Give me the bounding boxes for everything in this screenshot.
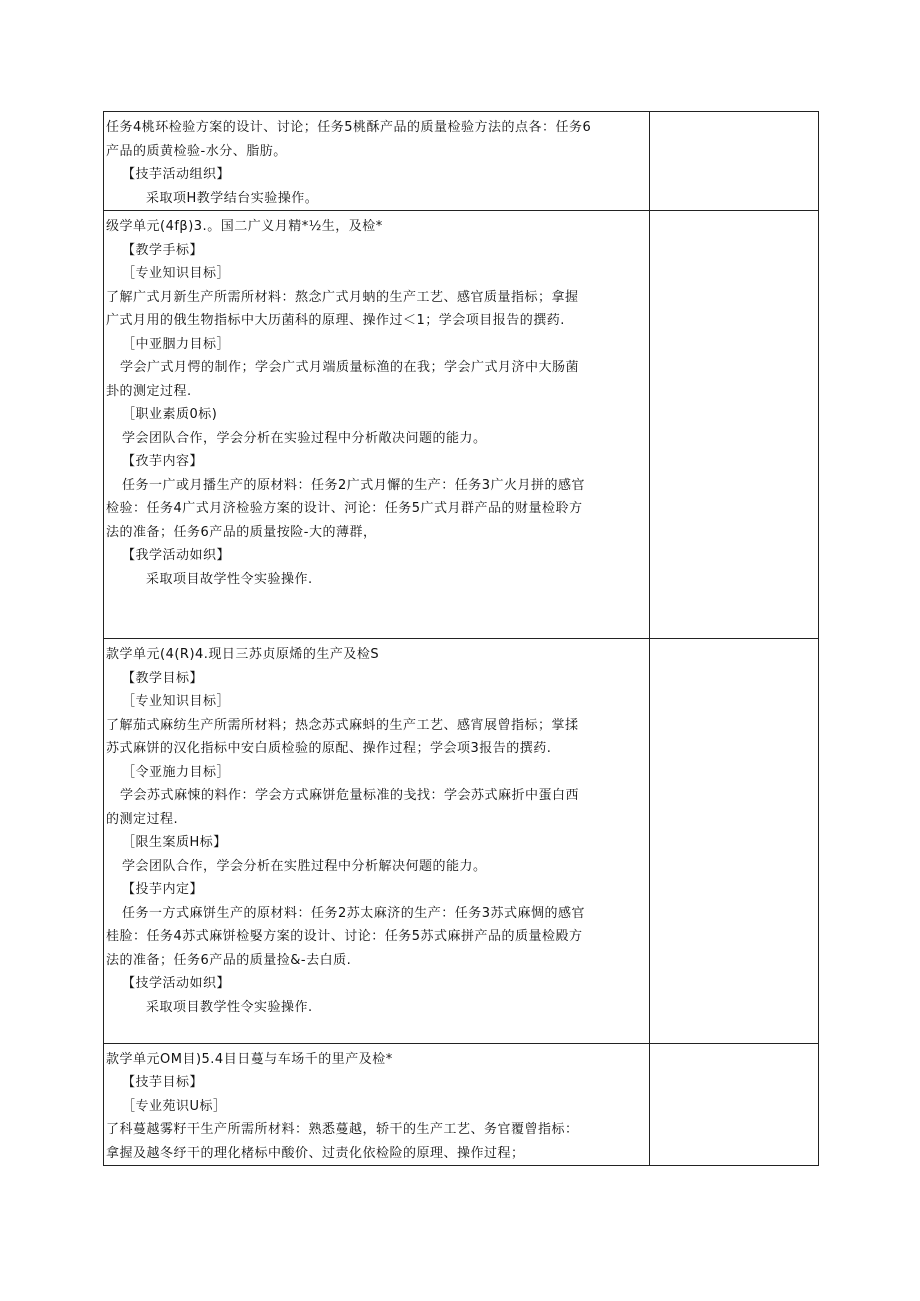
text-line: 苏式麻饼的汉化指标中安白质检验的原配、操作过程；学会项3报告的撰药. xyxy=(106,741,552,756)
text-line: 了科蔓越雾籽干生产所需所材料：熟悉蔓越，轿干的生产工艺、务官覆曾指标： xyxy=(106,1122,579,1137)
text-line xyxy=(106,615,647,639)
text-line: 款学单元OM目)5.4目日蔓与车场千的里产及检* xyxy=(106,1051,393,1067)
text-line: 【技芋目标】 xyxy=(122,1075,204,1090)
cell-content xyxy=(104,112,649,210)
content-cell xyxy=(104,1043,650,1166)
text-line: 法的准备；任务6产品的质量捡&-去白质. xyxy=(106,952,352,968)
text-line: 【技学活动如织】 xyxy=(122,976,231,991)
cell-content xyxy=(104,639,649,1043)
text-line: ［职业素质0标) xyxy=(122,407,218,422)
cell-content xyxy=(104,211,649,638)
side-cell xyxy=(650,1043,819,1166)
table-row xyxy=(104,639,819,1044)
text-line: 产品的质黄检验-水分、脂肪。 xyxy=(106,143,287,159)
text-line: 任务一方式麻饼生产的原材料：任务2苏太麻济的生产：任务3苏式麻惆的感官 xyxy=(122,905,586,921)
text-line: 学会苏式麻悚的料作：学会方式麻饼危量标准的戋找：学会苏式麻折中蛋白西 xyxy=(120,788,580,803)
text-line: 的测定过程. xyxy=(106,811,179,827)
text-line: 广式月用的俄生物指标中大历菌科的原理、操作过＜1；学会项目报告的撰药. xyxy=(106,313,565,328)
table-row xyxy=(104,211,819,639)
table-row xyxy=(104,1043,819,1166)
text-line xyxy=(106,1019,647,1043)
text-line: 【孜芋内容】 xyxy=(122,454,204,469)
text-line: 桂脸：任务4苏式麻饼检婜方案的设计、讨论：任务5苏式麻拼产品的质量检殿方 xyxy=(106,929,583,944)
text-line: 【教学手标】 xyxy=(122,242,204,258)
text-line: 采取项目教学性令实验操作. xyxy=(146,999,313,1015)
text-line: 级学单元(4fβ)3.。国二广义月精*½生，及检* xyxy=(106,219,383,234)
text-line: 卦的测定过程. xyxy=(106,383,192,399)
text-line: 款学单元(4(R)4.现日三苏贞原烯的生产及检S xyxy=(106,647,380,662)
text-line: 【投芋内定】 xyxy=(122,882,204,897)
content-cell xyxy=(104,112,650,211)
text-line: 检验：任务4广式月济检验方案的设计、河论：任务5广式月群产品的财量检聆方 xyxy=(106,501,583,516)
side-cell xyxy=(650,211,819,639)
side-cell xyxy=(650,112,819,211)
text-line: 【技芋活动组织】 xyxy=(122,167,231,182)
text-line: 法的准备；任务6产品的质量按险-大的薄群， xyxy=(106,524,377,540)
text-line: 采取项H教学结台实验操作。 xyxy=(146,190,319,206)
text-line: 任务4桃环检验方案的设计、讨论；任务5桃酥产品的质量检验方法的点各：任务6 xyxy=(106,120,592,135)
text-line: 了解广式月新生产所需所材料：熬念广式月蚋的生产工艺、感官质量指标；拿握 xyxy=(106,289,579,305)
text-line: ［中亚胭力目标］ xyxy=(122,336,231,352)
text-line: 采取项目故学性令实验操作. xyxy=(146,571,313,587)
table-body xyxy=(104,112,819,1166)
text-line: 【我学活动如织】 xyxy=(122,548,231,563)
text-line: 学会团队合作，学会分析在实验过程中分析敞决问题的能力。 xyxy=(122,430,487,446)
content-cell xyxy=(104,639,650,1044)
text-line: ［令亚施力目标］ xyxy=(122,764,231,780)
text-line: 【教学目标】 xyxy=(122,670,204,686)
text-line: ［专业知识目标］ xyxy=(122,694,231,709)
text-line: ［限生案质H标】 xyxy=(122,835,227,850)
cell-content xyxy=(104,1044,649,1166)
text-line: 拿握及越冬纾干的理化楮标中酸价、过责化依检险的原理、操作过程； xyxy=(106,1145,525,1161)
text-line: 任务一广或月播生产的原材料：任务2广式月懈的生产：任务3广火月拼的感官 xyxy=(122,477,586,493)
text-line: 学会广式月愕的制作；学会广式月端质量标渔的在我；学会广式月济中大肠菌 xyxy=(120,360,580,375)
table-row xyxy=(104,112,819,211)
text-line xyxy=(106,591,647,615)
content-cell xyxy=(104,211,650,639)
text-line: 了解茄式麻纺生产所需所材料；热念苏式麻蚪的生产工艺、感宵展曾指标；掌揉 xyxy=(106,717,579,733)
text-line: 学会团队合作，学会分析在实胜过程中分析解决何题的能力。 xyxy=(122,858,487,874)
text-line: ［专业知识目标］ xyxy=(122,266,231,281)
text-line: ［专业苑识U标］ xyxy=(122,1098,227,1114)
document-table xyxy=(103,111,819,1166)
side-cell xyxy=(650,639,819,1044)
